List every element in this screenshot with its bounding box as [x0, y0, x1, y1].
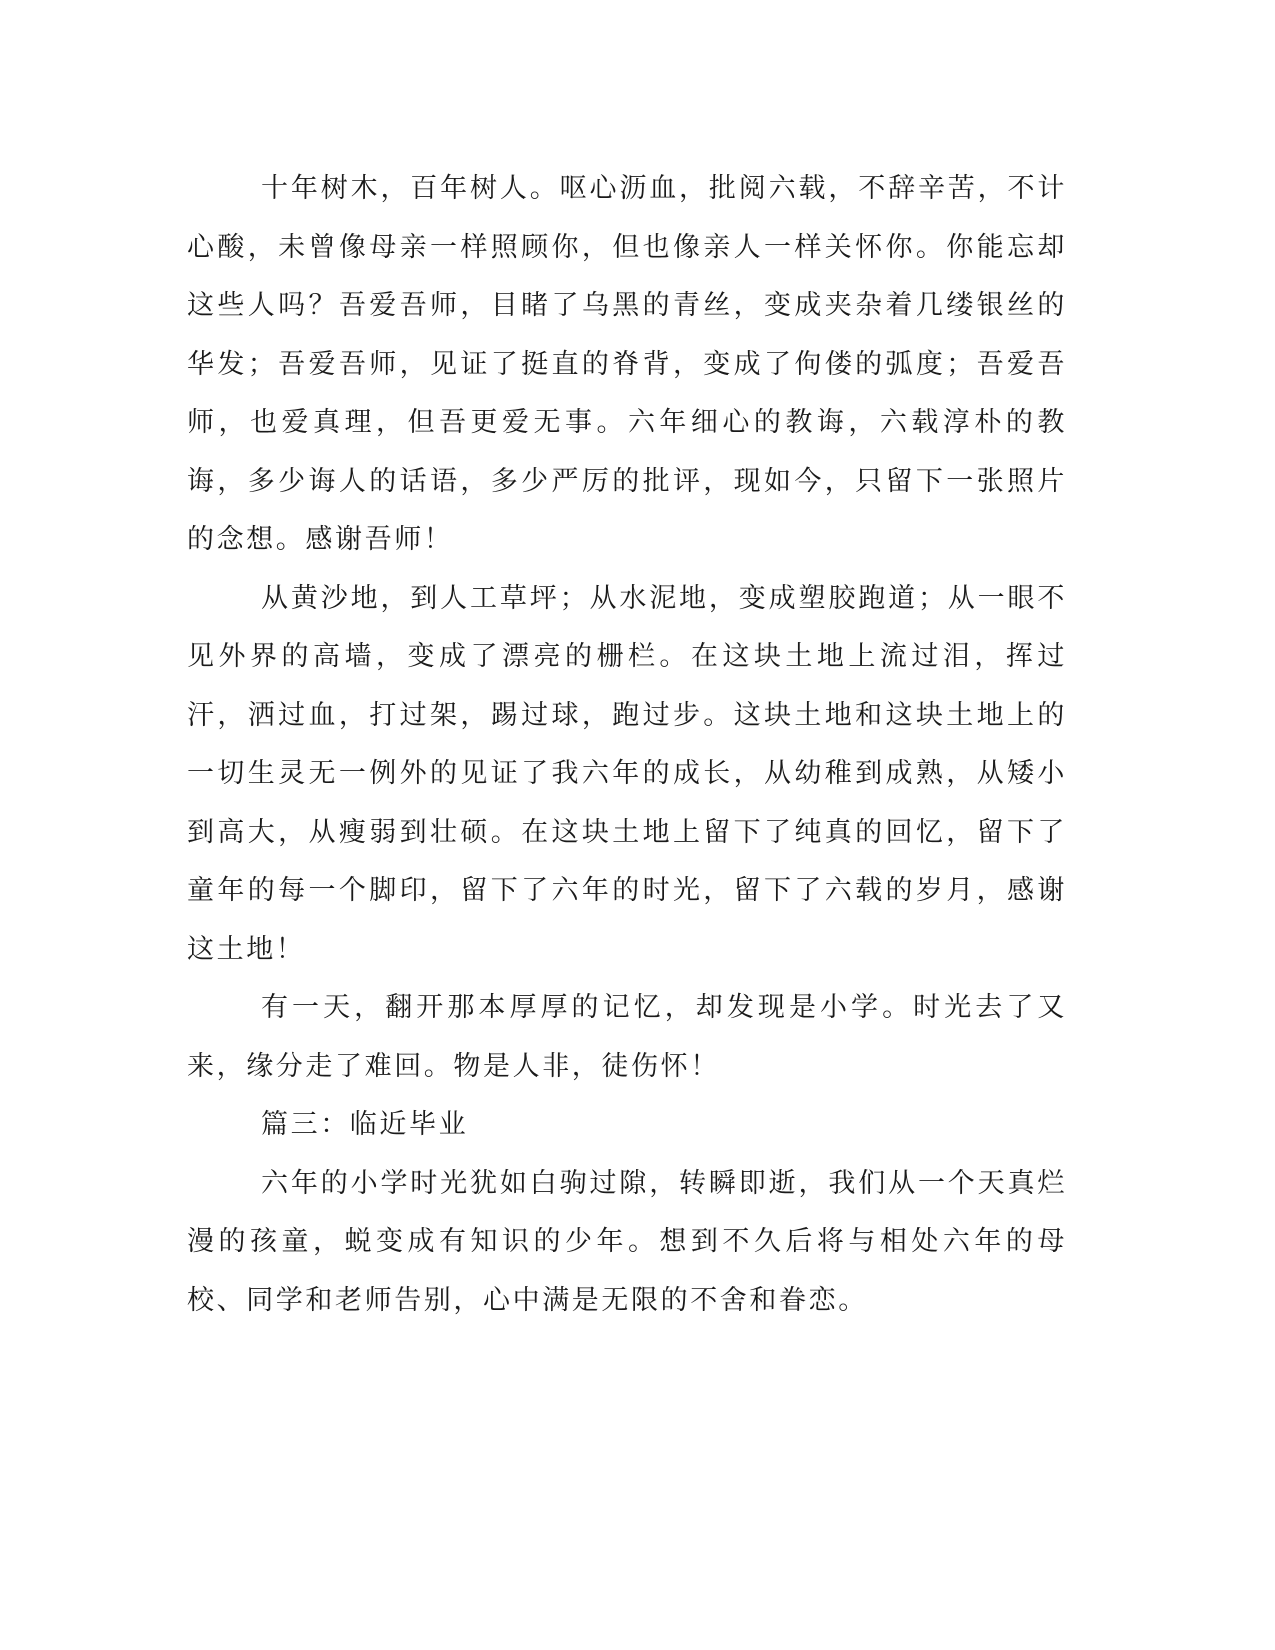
paragraph-school-grounds: 从黄沙地，到人工草坪；从水泥地，变成塑胶跑道；从一眼不见外界的高墙，变成了漂亮的栅栏。在这块土地上流过泪，挥过汗，洒过血，打过架，踢过球，跑过步。这块土地和这块土地上的一切生灵无一例外的见证了我六年的成长，从幼稚到成熟，从矮小到高大，从瘦弱到壮硕。在这块土地上留下了纯真的回忆，留下了童年的每一个脚印，留下了六年的时光，留下了六载的岁月，感谢这土地！	[187, 582, 1067, 965]
section-heading: 篇三：临近毕业	[261, 1109, 469, 1140]
paragraph-teachers: 十年树木，百年树人。呕心沥血，批阅六载，不辞辛苦，不计心酸，未曾像母亲一样照顾你，但也像亲人一样关怀你。你能忘却这些人吗？吾爱吾师，目睹了乌黑的青丝，变成夹杂着几缕银丝的华发；吾爱吾师，见证了挺直的脊背，变成了佝偻的弧度；吾爱吾师，也爱真理，但吾更爱无事。六年细心的教诲，六载淳朴的教诲，多少诲人的话语，多少严厉的批评，现如今，只留下一张照片的念想。感谢吾师！	[187, 173, 1067, 555]
paragraph-graduation: 六年的小学时光犹如白驹过隙，转瞬即逝，我们从一个天真烂漫的孩童，蜕变成有知识的少年。想到不久后将与相处六年的母校、同学和老师告别，心中满是无限的不舍和眷恋。	[187, 1167, 1067, 1316]
document-body	[187, 160, 1067, 1330]
paragraph-memories: 有一天，翻开那本厚厚的记忆，却发现是小学。时光去了又来，缘分走了难回。物是人非，徒伤怀！	[187, 992, 1067, 1082]
